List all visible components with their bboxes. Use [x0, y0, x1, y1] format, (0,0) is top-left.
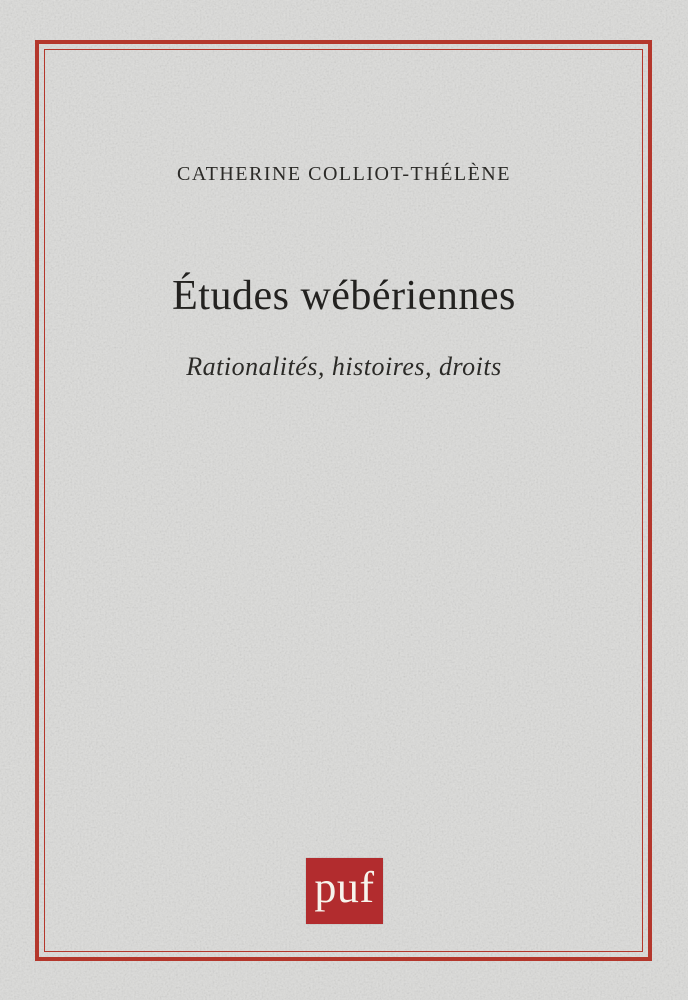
book-title: Études wébériennes [172, 273, 516, 319]
book-subtitle: Rationalités, histoires, droits [186, 352, 502, 381]
puf-publisher-logo [306, 858, 383, 924]
puf-logo-text: puf [314, 863, 375, 912]
author-name: CATHERINE COLLIOT-THÉLÈNE [177, 163, 511, 185]
